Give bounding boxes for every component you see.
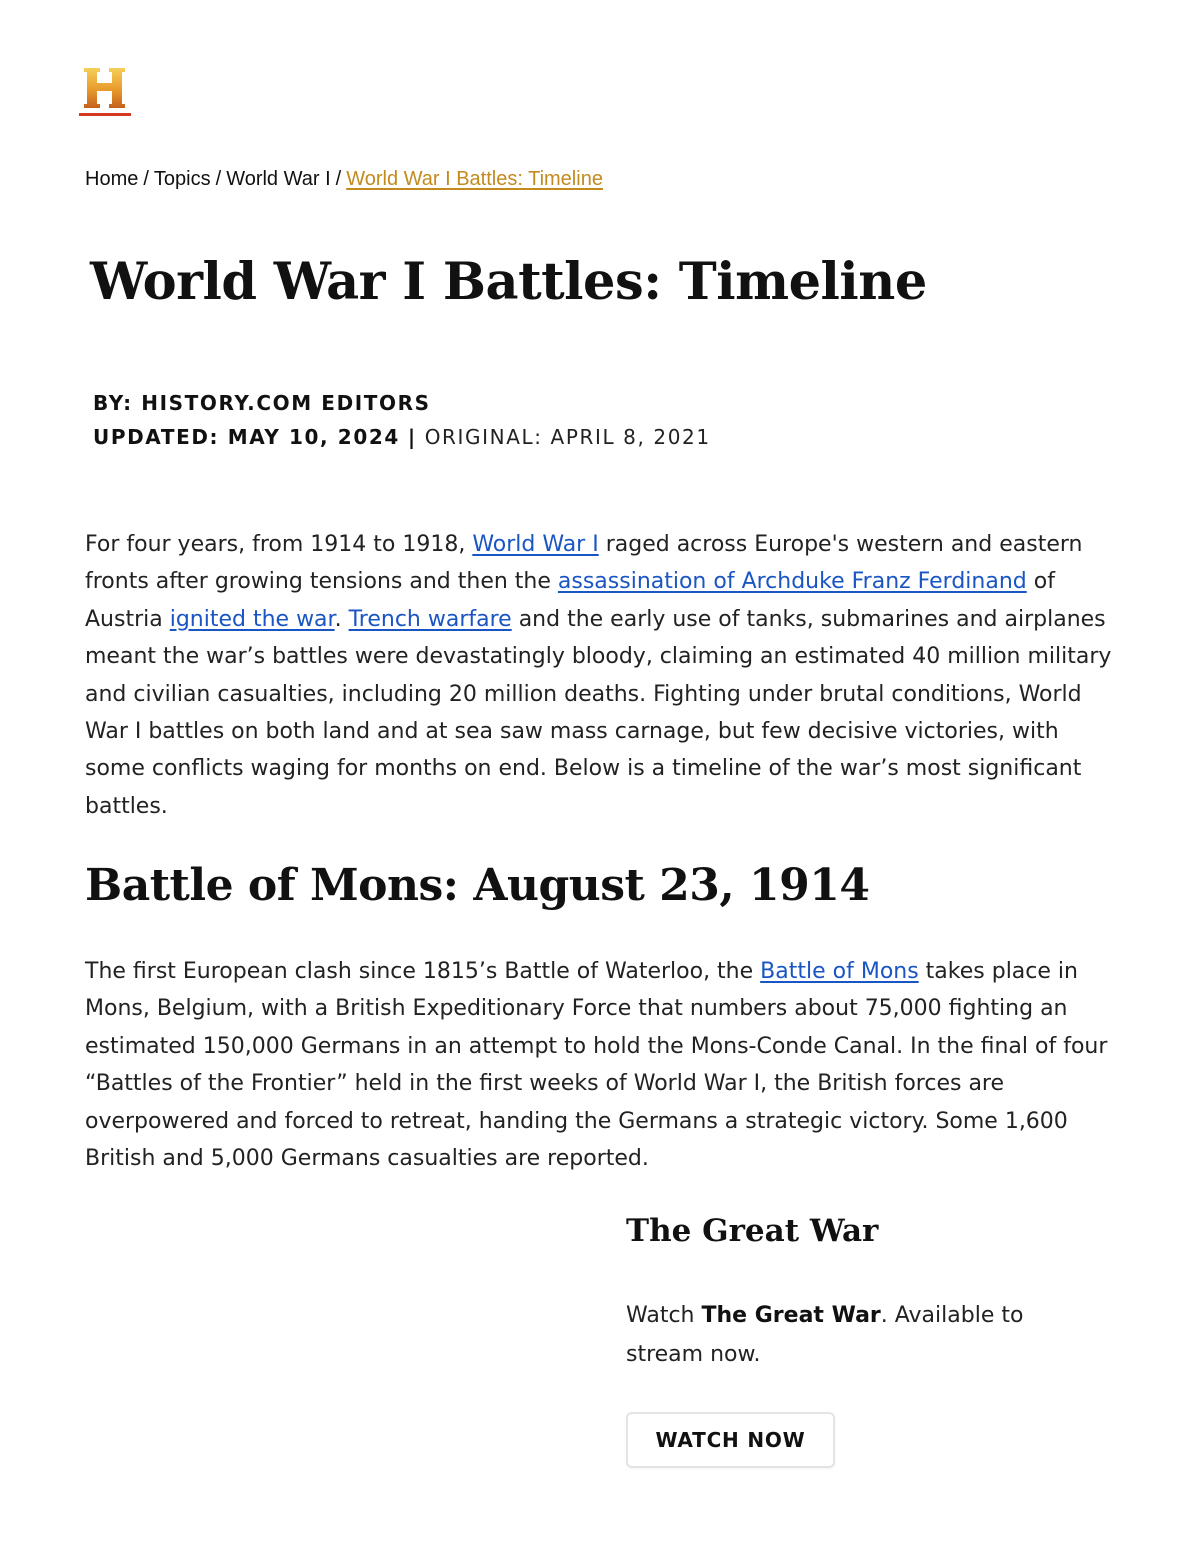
promo-title: The Great War <box>626 1213 879 1249</box>
world-war-i-link[interactable]: World War I <box>472 532 599 557</box>
breadcrumb-home[interactable]: Home <box>85 168 139 190</box>
page-title: World War I Battles: Timeline <box>90 252 927 312</box>
promo-text <box>626 1296 1096 1374</box>
intro-paragraph <box>85 526 1120 825</box>
assassination-link[interactable]: assassination of Archduke Franz Ferdinand <box>557 569 1027 595</box>
history-logo[interactable] <box>78 66 132 118</box>
promo-show-name: The Great War <box>701 1303 881 1328</box>
watch-now-button[interactable]: WATCH NOW <box>626 1412 835 1468</box>
breadcrumb-current[interactable]: World War I Battles: Timeline <box>346 168 603 190</box>
ignited-the-war-link[interactable]: ignited the war <box>169 606 335 632</box>
intro-text: of Austria <box>85 569 1055 632</box>
battle-of-mons-link[interactable]: Battle of Mons <box>760 959 919 984</box>
original-date: ORIGINAL: APRIL 8, 2021 <box>424 425 711 449</box>
breadcrumb-separator: / <box>215 168 222 190</box>
promo-text-part: Watch <box>626 1303 702 1328</box>
mons-text: The first European clash since 1815’s Battle of Waterloo, the <box>85 959 761 984</box>
breadcrumb-world-war-i[interactable]: World War I <box>226 168 331 190</box>
breadcrumb <box>85 168 603 191</box>
trench-warfare-link[interactable]: Trench warfare <box>348 606 512 632</box>
updated-date: UPDATED: MAY 10, 2024 <box>93 425 400 449</box>
promo-card <box>626 1208 1096 1468</box>
history-h-logo-icon <box>78 66 132 118</box>
byline <box>93 386 711 454</box>
intro-text: raged across Europe's western and eastern fronts after growing tensions and then the <box>85 532 1083 595</box>
intro-text: For four years, from 1914 to 1918, <box>85 532 473 557</box>
date-line <box>93 420 711 454</box>
author-byline: BY: HISTORY.COM EDITORS <box>93 391 431 415</box>
promo-text-part: . Available to stream now. <box>626 1303 1024 1367</box>
section-heading-mons: Battle of Mons: August 23, 1914 <box>85 860 870 911</box>
intro-text: and the early use of tanks, submarines and airplanes meant the war’s battles were devastatingly bloody, claiming an estimated 40 million military and civilian casualties, including 20 million deaths. Fighting under brutal conditions, World War I battles on both land and at sea saw mass carnage, but few decisive victories, with some conflicts waging for months on end. Below is a timeline of the war’s most significant battles. <box>85 606 1112 819</box>
mons-text: takes place in Mons, Belgium, with a British Expeditionary Force that numbers about 75,000 fighting an estimated 150,000 Germans in an attempt to hold the Mons-Conde Canal. In the final of four “Battles of the Frontier” held in the first weeks of World War I, the British forces are overpowered and forced to retreat, handing the Germans a strategic victory. Some 1,600 British and 5,000 Germans casualties are reported. <box>85 959 1108 1172</box>
breadcrumb-separator: / <box>143 168 149 190</box>
breadcrumb-separator: / <box>335 168 342 190</box>
breadcrumb-topics[interactable]: Topics <box>153 168 211 190</box>
intro-text: . <box>334 606 349 632</box>
mons-paragraph <box>85 953 1120 1177</box>
date-separator: | <box>407 425 417 449</box>
